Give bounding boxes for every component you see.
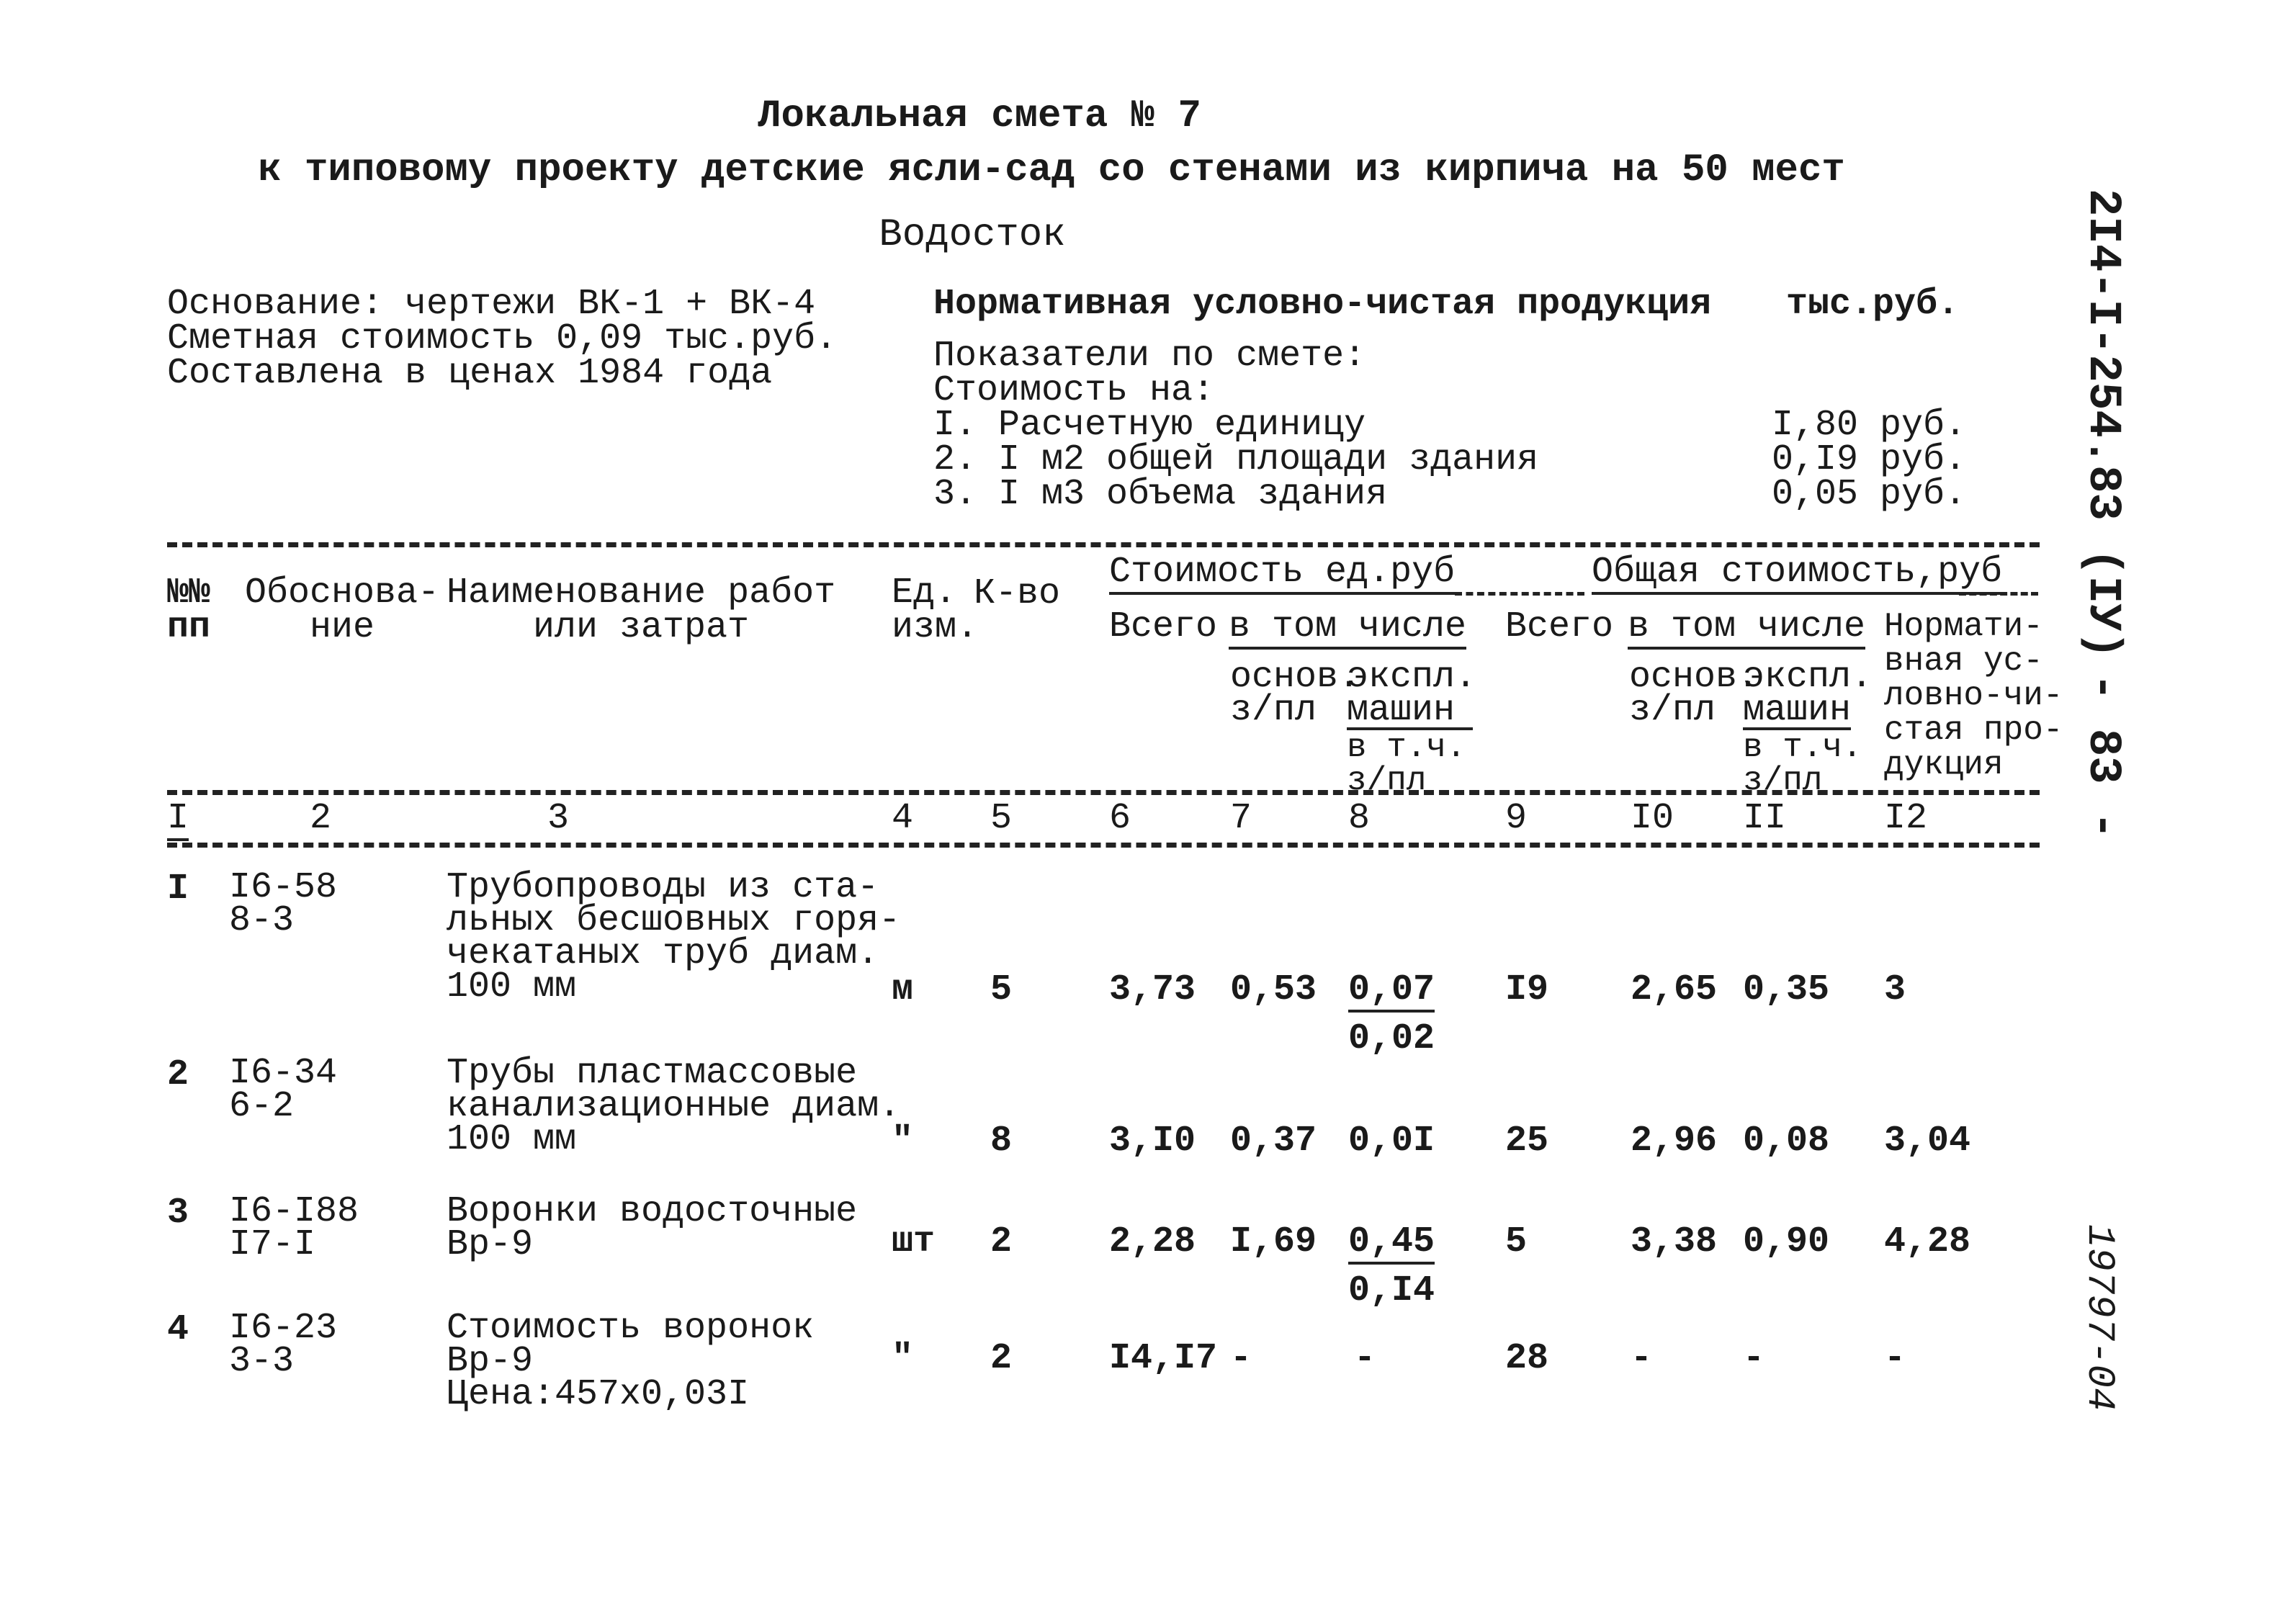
indicators-label: Показатели по смете: <box>933 336 1366 377</box>
header-unit-cost: Стоимость ед.руб <box>1109 555 1455 595</box>
colnum-9: 9 <box>1505 798 1528 839</box>
row4-norm: - <box>1884 1338 1906 1379</box>
row1-unit-total: 3,73 <box>1109 969 1196 1010</box>
row3-unit-total: 2,28 <box>1109 1221 1196 1262</box>
header-top-rule <box>167 542 2040 547</box>
row1-unit-mach: 0,07 <box>1348 972 1435 1013</box>
row4-total: 28 <box>1505 1338 1549 1379</box>
side-page-number: - 83 - <box>2076 673 2128 840</box>
header-unit-mach-rule <box>1347 727 1473 730</box>
colnum-3: 3 <box>547 798 570 839</box>
indicators-cost-label: Стоимость на: <box>933 370 1215 411</box>
row2-num: 2 <box>167 1054 189 1095</box>
section-title: Водосток <box>879 213 1066 257</box>
row1-total-wages: 2,65 <box>1631 969 1718 1010</box>
row3-norm: 4,28 <box>1884 1221 1971 1262</box>
row3-basis: I6-I88 I7-I <box>229 1191 359 1265</box>
side-handwritten-number: 19797-04 <box>2077 1224 2121 1411</box>
row3-unit-mach-wages: 0,I4 <box>1348 1270 1435 1311</box>
header-unit-mach: экспл. машин <box>1347 657 1477 731</box>
row2-basis: I6-34 6-2 <box>229 1053 338 1127</box>
row1-total-mach: 0,35 <box>1743 969 1830 1010</box>
header-basis: Обоснова- ние <box>245 573 440 648</box>
row3-unit-wages: I,69 <box>1230 1221 1317 1262</box>
row1-basis: I6-58 8-3 <box>229 867 338 941</box>
row4-total-wages: - <box>1631 1338 1653 1379</box>
header-total-wages: основ. з/пл <box>1629 657 1759 731</box>
header-total-mach: экспл. машин <box>1743 657 1873 731</box>
row3-total-wages: 3,38 <box>1631 1221 1718 1262</box>
row4-num: 4 <box>167 1309 189 1350</box>
header-total-cost: Общая стоимость,руб <box>1592 555 2002 595</box>
row4-unit-wages: - <box>1230 1338 1252 1379</box>
header-total-incl: в том числе <box>1628 609 1865 650</box>
indicator-value-2: 0,I9 руб. <box>1772 439 1967 480</box>
row3-unit-mach: 0,45 <box>1348 1224 1435 1265</box>
row3-name: Воронки водосточные Вр-9 <box>447 1191 858 1265</box>
row4-unit: " <box>892 1338 914 1379</box>
header-name: Наименование работ или затрат <box>447 573 836 648</box>
row4-name: Стоимость воронок Вр-9 Цена:457х0,03I <box>447 1308 815 1415</box>
colnum-1: I <box>167 801 189 841</box>
row4-qty: 2 <box>990 1338 1013 1379</box>
basis-line-2: Сметная стоимость 0,09 тыс.руб. <box>167 318 838 359</box>
row2-norm: 3,04 <box>1884 1121 1971 1162</box>
header-total-mach-rule <box>1743 727 1851 730</box>
header-norm-product: Нормати- вная ус- ловно-чи- стая про- дукция <box>1884 608 2063 784</box>
header-total-mach-wages: в т.ч. з/пл <box>1743 729 1862 799</box>
row1-total: I9 <box>1505 969 1549 1010</box>
header-unit-all: Всего <box>1109 606 1218 647</box>
row2-unit: " <box>892 1121 914 1162</box>
colnum-7: 7 <box>1230 798 1252 839</box>
row4-unit-total: I4,I7 <box>1109 1338 1218 1379</box>
row2-total: 25 <box>1505 1121 1549 1162</box>
colnum-6: 6 <box>1109 798 1131 839</box>
header-unit-incl: в том числе <box>1229 609 1466 650</box>
colnum-12: I2 <box>1884 798 1928 839</box>
colnum-4: 4 <box>892 798 914 839</box>
indicator-label-1: I. Расчетную единицу <box>933 405 1366 446</box>
indicator-label-2: 2. I м2 общей площади здания <box>933 439 1539 480</box>
row1-qty: 5 <box>990 969 1013 1010</box>
row4-unit-mach: - <box>1354 1338 1376 1379</box>
row1-norm: 3 <box>1884 969 1906 1010</box>
indicator-value-3: 0,05 руб. <box>1772 474 1967 515</box>
row2-name: Трубы пластмассовые канализационные диам. 100 мм <box>447 1053 901 1160</box>
basis-line-1: Основание: чертежи ВК-1 + ВК-4 <box>167 284 816 325</box>
header-total-all: Всего <box>1505 606 1614 647</box>
header-unit: Ед. изм. <box>892 573 979 648</box>
side-document-code: 2I4-I-254.83 (IУ) <box>2076 189 2128 659</box>
row1-unit: м <box>892 969 914 1010</box>
row2-qty: 8 <box>990 1121 1013 1162</box>
row1-name: Трубопроводы из ста- льных бесшовных горя- чекатаных труб диам. 100 мм <box>447 867 901 1007</box>
row4-total-mach: - <box>1743 1338 1765 1379</box>
indicators-heading-unit: тыс.руб. <box>1786 284 1960 325</box>
document-subtitle: к типовому проекту детские ясли-сад со стенами из кирпича на 50 мест <box>258 148 1845 192</box>
row3-qty: 2 <box>990 1221 1013 1262</box>
colnum-11: II <box>1743 798 1787 839</box>
row2-total-mach: 0,08 <box>1743 1121 1830 1162</box>
header-bottom-rule <box>167 843 2040 848</box>
row2-unit-wages: 0,37 <box>1230 1121 1317 1162</box>
colnum-10: I0 <box>1631 798 1674 839</box>
row1-num: I <box>167 868 189 910</box>
header-unit-mach-wages: в т.ч. з/пл <box>1347 729 1466 799</box>
row1-unit-wages: 0,53 <box>1230 969 1317 1010</box>
colnum-5: 5 <box>990 798 1013 839</box>
header-num: №№ пп <box>167 573 211 648</box>
row3-total-mach: 0,90 <box>1743 1221 1830 1262</box>
row2-unit-total: 3,I0 <box>1109 1121 1196 1162</box>
header-total-cost-dash <box>1959 592 2038 596</box>
row2-unit-mach: 0,0I <box>1348 1121 1435 1162</box>
header-unit-wages: основ. з/пл <box>1230 657 1360 731</box>
colnum-8: 8 <box>1348 798 1371 839</box>
header-qty: К-во <box>974 573 1061 614</box>
row1-unit-mach-wages: 0,02 <box>1348 1018 1435 1059</box>
row3-num: 3 <box>167 1193 189 1234</box>
row3-total: 5 <box>1505 1221 1528 1262</box>
indicator-value-1: I,80 руб. <box>1772 405 1967 446</box>
row4-basis: I6-23 3-3 <box>229 1308 338 1382</box>
indicator-label-3: 3. I м3 объема здания <box>933 474 1388 515</box>
indicators-heading: Нормативная условно-чистая продукция <box>933 284 1712 325</box>
header-unit-cost-dash <box>1455 592 1584 596</box>
row2-total-wages: 2,96 <box>1631 1121 1718 1162</box>
row3-unit: шт <box>892 1221 936 1262</box>
basis-line-3: Составлена в ценах 1984 года <box>167 353 773 394</box>
colnum-2: 2 <box>310 798 332 839</box>
document-title: Локальная смета № 7 <box>758 94 1201 138</box>
